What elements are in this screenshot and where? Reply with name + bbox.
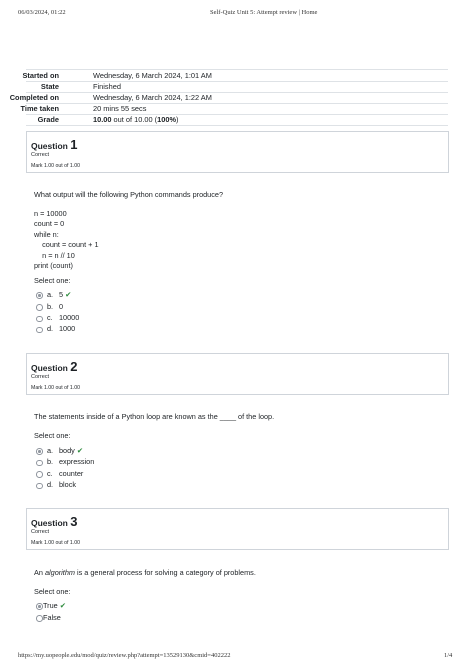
summary-divider: [26, 69, 448, 70]
print-page-title: Self-Quiz Unit 5: Attempt review | Home: [210, 9, 318, 16]
question-3-prompt: [34, 568, 256, 577]
grade-value: [93, 115, 178, 124]
summary-divider: [26, 81, 448, 82]
question-state: Correct: [31, 374, 50, 380]
completed-on-value: Wednesday, 6 March 2024, 1:22 AM: [93, 93, 212, 102]
option-letter: b.: [47, 302, 54, 311]
option-letter: a.: [47, 446, 54, 455]
summary-divider: [26, 103, 448, 104]
code-line: n = 10000: [34, 209, 67, 218]
question-title: [31, 514, 77, 529]
question-number: 3: [70, 514, 78, 529]
correct-check-icon: ✔: [59, 601, 67, 610]
question-word: Question: [31, 363, 68, 373]
question-title: [31, 137, 77, 152]
option-label: True: [43, 601, 58, 610]
code-line: count = count + 1: [34, 240, 99, 250]
time-taken-label: Time taken: [20, 104, 59, 113]
radio-button[interactable]: [36, 603, 43, 610]
radio-button[interactable]: [36, 304, 43, 311]
option-text: [59, 446, 83, 455]
question-title: [31, 359, 77, 374]
question-1-info: [26, 131, 449, 173]
radio-button[interactable]: [36, 448, 43, 455]
option-label: body: [59, 446, 75, 455]
radio-button[interactable]: [36, 327, 43, 334]
option-text: 1000: [59, 324, 76, 333]
question-3-select-label: Select one:: [34, 587, 71, 596]
option-text: counter: [59, 469, 84, 478]
radio-button[interactable]: [36, 615, 43, 622]
correct-check-icon: ✔: [76, 446, 84, 455]
option-text: 10000: [59, 313, 80, 322]
option-text: [43, 601, 66, 610]
question-1-select-label: Select one:: [34, 276, 71, 285]
print-datetime: 06/03/2024, 01:22: [18, 9, 66, 16]
grade-label: Grade: [37, 115, 59, 124]
correct-check-icon: ✔: [65, 290, 72, 299]
radio-button[interactable]: [36, 483, 43, 490]
grade-percent: 100%: [157, 115, 177, 124]
option-text: False: [43, 613, 61, 622]
question-state: Correct: [31, 152, 50, 158]
code-line: n = n // 10: [34, 250, 75, 260]
question-mark: Mark 1.00 out of 1.00: [31, 163, 81, 169]
option-text: [59, 290, 71, 299]
grade-middle-text: out of 10.00 (: [111, 115, 158, 124]
question-2-info: [26, 353, 449, 395]
question-mark: Mark 1.00 out of 1.00: [31, 385, 81, 391]
code-line: print (count): [34, 261, 73, 270]
started-on-label: Started on: [22, 71, 59, 80]
radio-button[interactable]: [36, 316, 43, 323]
started-on-value: Wednesday, 6 March 2024, 1:01 AM: [93, 71, 212, 80]
question-number: 2: [70, 359, 78, 374]
state-value: Finished: [93, 82, 121, 91]
question-mark: Mark 1.00 out of 1.00: [31, 540, 81, 546]
option-letter: c.: [47, 313, 53, 322]
grade-score: 10.00: [93, 115, 112, 124]
prompt-text: An: [34, 568, 45, 577]
prompt-emphasis: algorithm: [44, 568, 75, 577]
summary-divider: [26, 125, 448, 126]
question-number: 1: [70, 137, 78, 152]
print-page-number: 1/4: [444, 652, 453, 659]
option-letter: b.: [47, 457, 54, 466]
question-2-select-label: Select one:: [34, 431, 71, 440]
radio-button[interactable]: [36, 460, 43, 467]
option-text: block: [59, 480, 77, 489]
summary-divider: [26, 114, 448, 115]
option-text: expression: [59, 457, 95, 466]
completed-on-label: Completed on: [9, 93, 59, 102]
option-label: 5: [59, 290, 64, 299]
time-taken-value: 20 mins 55 secs: [93, 104, 147, 113]
code-line: count = 0: [34, 219, 65, 229]
option-letter: d.: [47, 324, 54, 333]
option-letter: d.: [47, 480, 54, 489]
question-2-prompt: The statements inside of a Python loop are known as the ____ of the loop.: [34, 412, 275, 421]
code-line: while n:: [34, 229, 59, 239]
question-word: Question: [31, 518, 68, 528]
option-letter: a.: [47, 290, 54, 299]
option-letter: c.: [47, 469, 53, 478]
question-state: Correct: [31, 529, 50, 535]
state-label: State: [40, 82, 59, 91]
print-url: https://my.uopeople.edu/mod/quiz/review.php?attempt=13529130&cmid=402222: [18, 652, 231, 659]
question-word: Question: [31, 141, 68, 151]
question-3-info: [26, 508, 449, 550]
radio-button[interactable]: [36, 292, 43, 299]
grade-end-text: ): [176, 115, 179, 124]
question-1-prompt: What output will the following Python commands produce?: [34, 190, 224, 199]
option-text: 0: [59, 302, 64, 311]
prompt-text: is a general process for solving a category of problems.: [74, 568, 256, 577]
radio-button[interactable]: [36, 471, 43, 478]
summary-divider: [26, 92, 448, 93]
